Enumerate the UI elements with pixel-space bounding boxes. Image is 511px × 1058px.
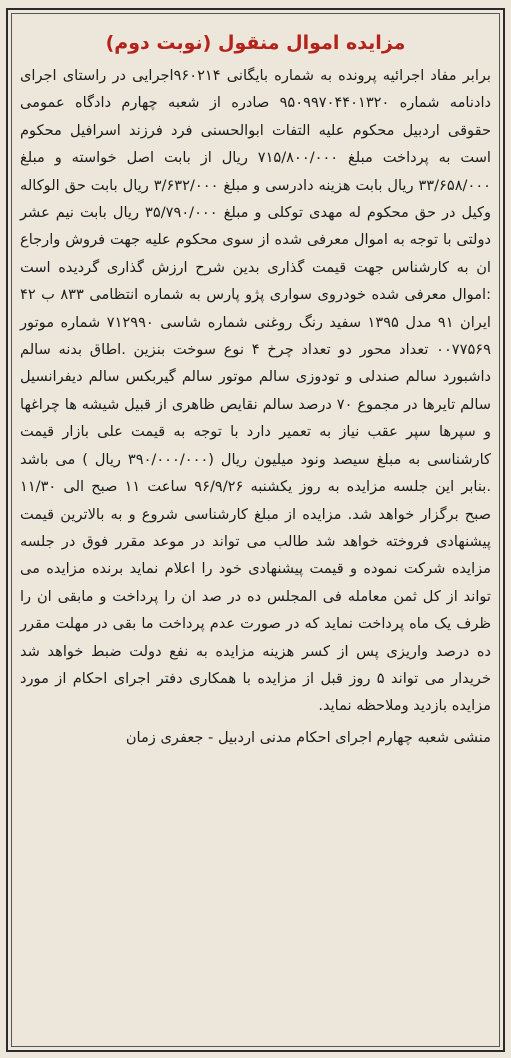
notice-content — [20, 30, 491, 1040]
notice-signature: منشی شعبه چهارم اجرای احکام مدنی اردبیل - جعفری زمان — [125, 728, 491, 746]
notice-body: برابر مفاد اجرائیه پرونده به شماره بایگانی ۹۶۰۲۱۴اجرایی در راستای اجرای دادنامه شماره ۹۵۰۹۹۷۰۴۴۰۱۳۲۰ صادره از شعبه چهارم دادگاه عمومی حقوقی اردبیل محکوم علیه التفات ابوالحسنی فرد فرزند اسرافیل محکوم است به پرداخت مبلغ ۷۱۵/۸۰۰/۰۰۰ ریال از بابت اصل خواسته و مبلغ ۳۳/۶۵۸/۰۰۰ ریال بابت هزینه دادرسی و مبلغ ۳/۶۳۲/۰۰۰ ریال بابت حق الوکاله وکیل در حق محکوم له مهدی توکلی و مبلغ ۳۵/۷۹۰/۰۰۰ ریال بابت نیم عشر دولتی با توجه به اموال معرفی شده از سوی محکوم علیه جهت فروش وارجاع ان به کارشناس جهت قیمت گذاری بدین شرح ارزش گذاری گردیده است :اموال معرفی شده خودروی سواری پژو پارس به شماره انتظامی ۸۳۳ ب ۴۲ ایران ۹۱ مدل ۱۳۹۵ سفید رنگ روغنی شماره شاسی ۷۱۲۹۹۰ شماره موتور ۰۰۷۷۵۶۹ تعداد محور دو تعداد چرخ ۴ نوع سوخت بنزین .اطاق بدنه سالم داشبورد سالم صندلی و تودوزی سالم موتور سالم گیربکس سالم دیفرانسیل سالم تایرها در مجموع ۷۰ درصد سالم نقایص ظاهری از قبیل شیشه ها چراغها و سپرها سپر عقب نیاز به تعمیر دارد با توجه به قیمت علی بازار قیمت کارشناسی به مبلغ سیصد ونود میلیون ریال (۳۹۰/۰۰۰/۰۰۰ ریال ) می باشد .بنابر این جلسه مزایده به روز یکشنبه ۹۶/۹/۲۶ ساعت ۱۱ صبح الی ۱۱/۳۰ صبح برگزار خواهد شد. مزایده از مبلغ کارشناسی شروع و به بالاترین قیمت پیشنهادی فروخته خواهد شد طالب می تواند در موعد مقرر فوق در جلسه مزایده شرکت نموده و قیمت پیشنهادی خود را اعلام نماید برنده مزایده می تواند از کل ثمن معامله فی المجلس ده در صد ان را پرداخت و مابقی ان را ظرف یک ماه پرداخت نماید که در صورت عدم پرداخت ما بقی در مهلت مقرر ده درصد واریزی پس از کسر هزینه مزایده به نفع دولت ضبط خواهد شد خریدار می تواند ۵ روز قبل از مزایده با همکاری دفتر اجرای احکام از مورد مزایده بازدید وملاحظه نماید. — [20, 67, 492, 715]
notice-title: مزایده اموال منقول (نوبت دوم) — [105, 32, 406, 54]
